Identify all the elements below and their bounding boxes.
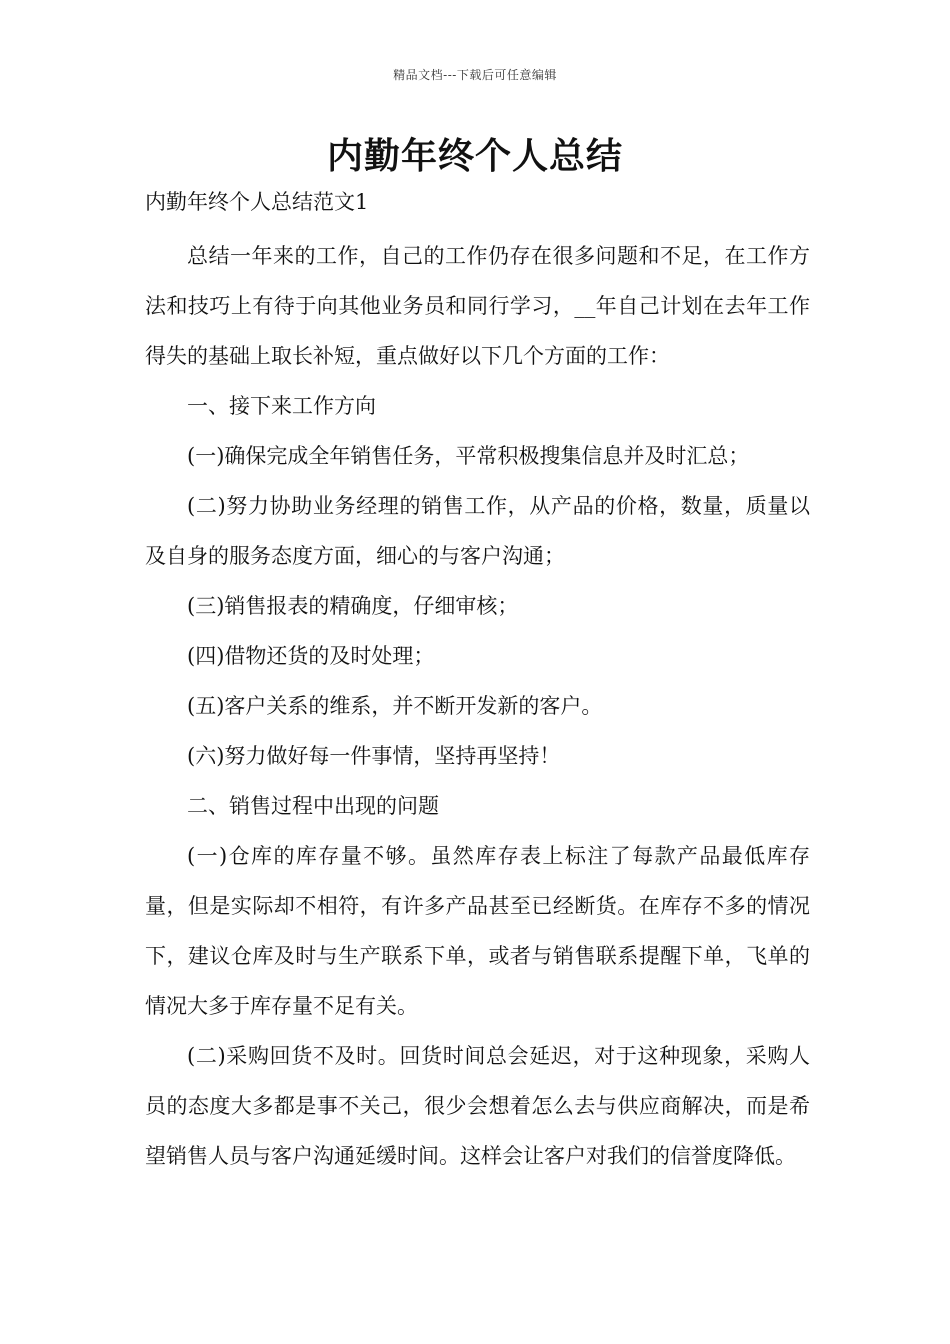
problem-paragraph: (一)仓库的库存量不够。虽然库存表上标注了每款产品最低库存量，但是实际却不相符，有许多产品甚至已经断货。在库存不多的情况下，建议仓库及时与生产联系下单，或者与销售联系提醒下单，飞单的情况大多于库存量不足有关。 [145, 844, 810, 1018]
document-title: 内勤年终个人总结 [326, 136, 623, 177]
list-item: (二)努力协助业务经理的销售工作，从产品的价格，数量，质量以及自身的服务态度方面，细心的与客户沟通； [145, 494, 810, 568]
problem-paragraph: (二)采购回货不及时。回货时间总会延迟，对于这种现象，采购人员的态度大多都是事不关己，很少会想着怎么去与供应商解决，而是希望销售人员与客户沟通延缓时间。这样会让客户对我们的信誉度降低。 [145, 1044, 810, 1168]
paragraph-intro: 总结一年来的工作，自己的工作仍存在很多问题和不足，在工作方法和技巧上有待于向其他业务员和同行学习，__年自己计划在去年工作得失的基础上取长补短，重点做好以下几个方面的工作： [145, 244, 810, 368]
section-heading-direction: 一、接下来工作方向 [187, 394, 376, 418]
list-item: (五)客户关系的维系，并不断开发新的客户。 [187, 694, 603, 718]
document-subtitle: 内勤年终个人总结范文1 [145, 190, 369, 214]
section-heading-problems: 二、销售过程中出现的问题 [187, 794, 439, 818]
list-item: (一)确保完成全年销售任务，平常积极搜集信息并及时汇总； [187, 444, 750, 468]
document-body [145, 231, 810, 1181]
list-item: (四)借物还货的及时处理； [187, 644, 435, 668]
list-item: (六)努力做好每一件事情，坚持再坚持！ [187, 744, 561, 768]
header-note: 精品文档---下载后可任意编辑 [393, 68, 557, 82]
list-item: (三)销售报表的精确度，仔细审核； [187, 594, 519, 618]
